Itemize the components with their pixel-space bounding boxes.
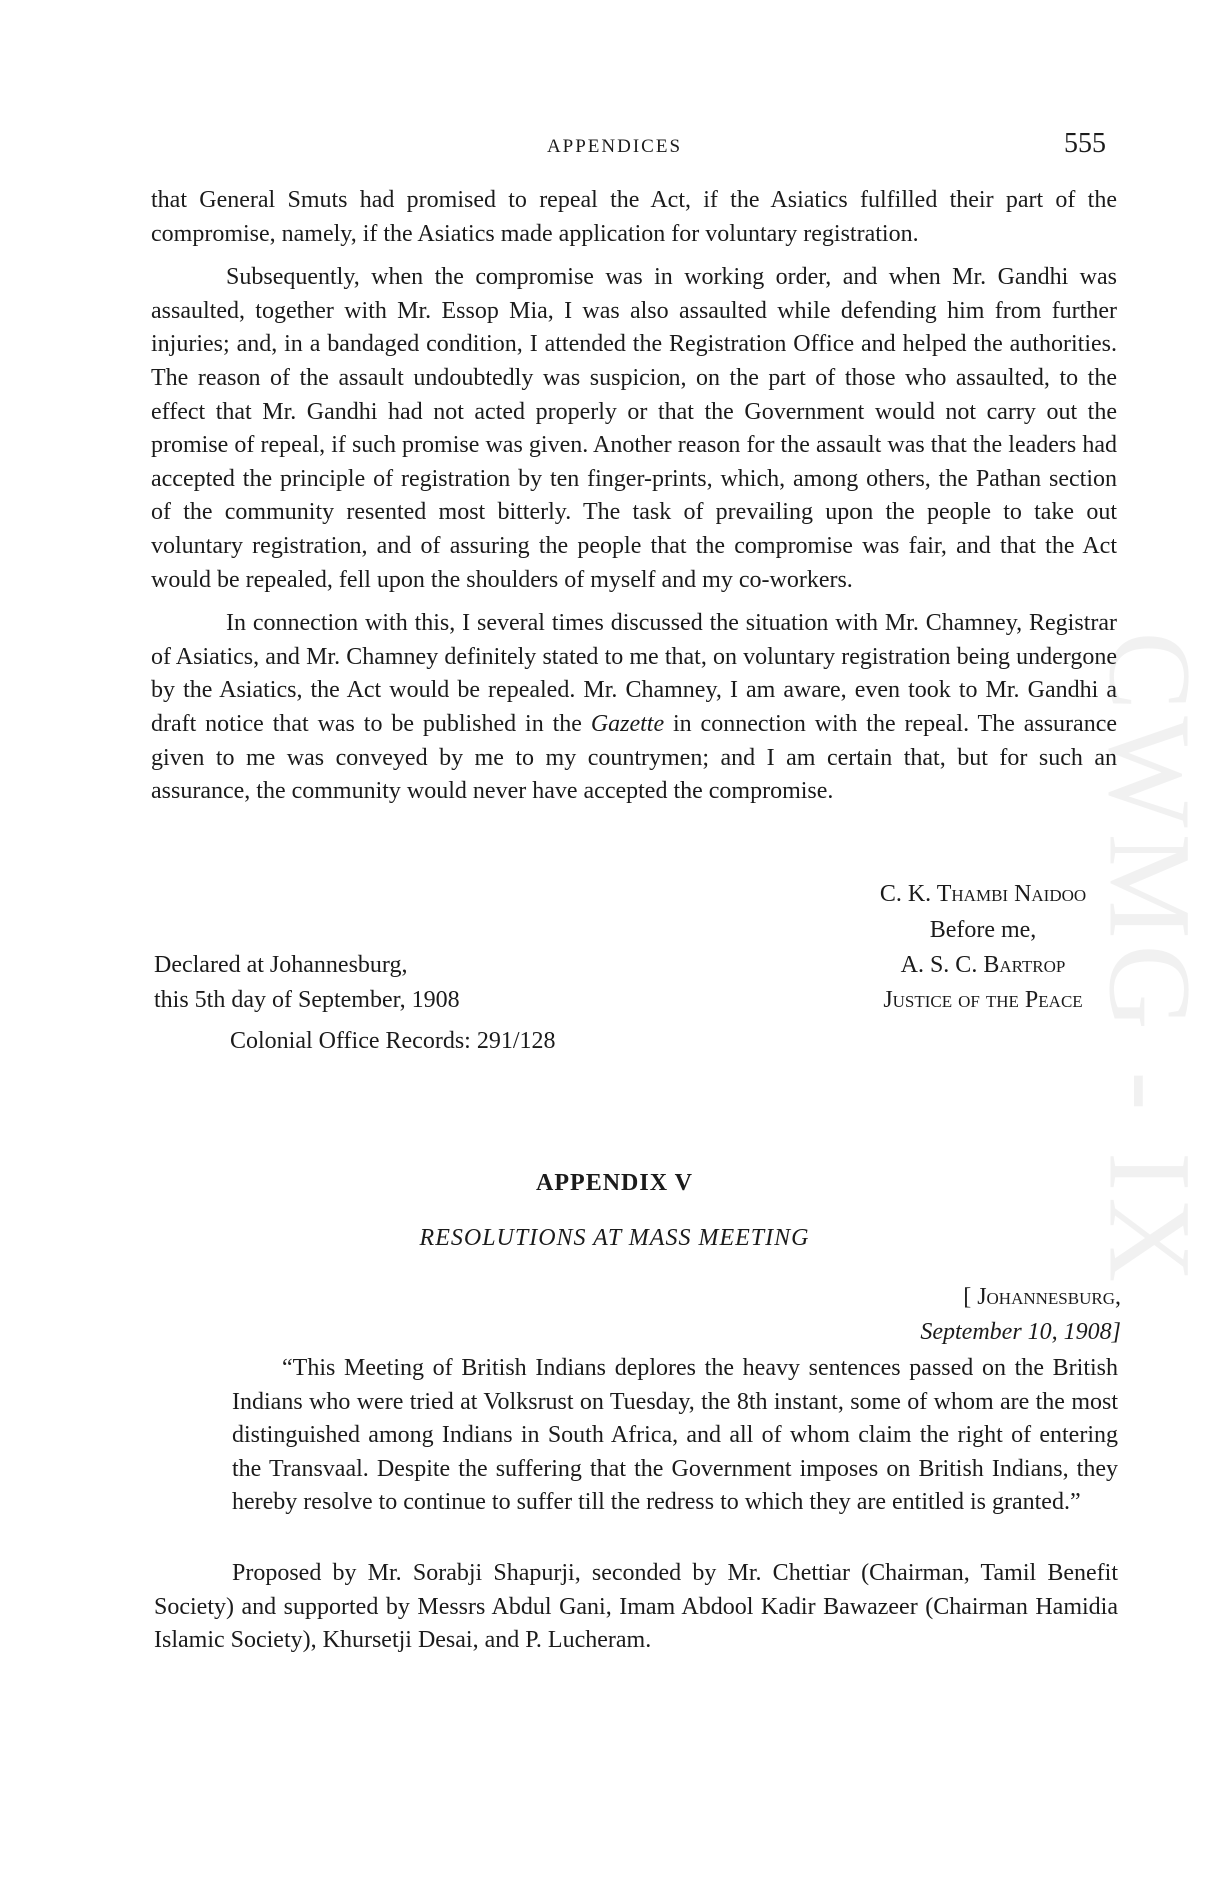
running-head: APPENDICES: [546, 136, 683, 157]
dateline: [920, 1280, 1121, 1350]
declaration: [154, 948, 460, 1018]
watermark: CWMG - IX: [1085, 631, 1216, 1289]
paragraph-3-before: In connection with this, I several times discussed the situation with Mr. Chamney, Registrar of Asiatics, and Mr. Chamney definitely stated to me that, on voluntary registration being undergone by the Asiatics, the Act would be repealed. Mr. Chamney, I am aware, even took to Mr. Gandhi a draft notice that was to be published in the: [151, 610, 1117, 737]
witness-title: Justice of the Peace: [883, 987, 1083, 1013]
dateline-place: [ Johannesburg,: [963, 1284, 1121, 1310]
gazette-italic: Gazette: [590, 710, 665, 737]
resolution-text: [232, 1352, 1118, 1520]
witness-name: A. S. C. Bartrop: [900, 952, 1066, 978]
proposed-text: [154, 1557, 1118, 1658]
declared-line-2: this 5th day of September, 1908: [154, 987, 460, 1013]
source-records: Colonial Office Records: 291/128: [230, 1028, 556, 1054]
dateline-date: September 10, 1908]: [920, 1319, 1121, 1345]
paragraph-2: Subsequently, when the compromise was in working order, and when Mr. Gandhi was assaulted, together with Mr. Essop Mia, I was also assaulted while defending him from further injuries; and, in a bandaged condition, I attended the Registration Office and helped the authorities. The reason of the assault undoubtedly was suspicion, on the part of those who assaulted, to the effect that Mr. Gandhi had not acted properly or that the Government would not carry out the promise of repeal, if such promise was given. Another reason for the assault was that the leaders had accepted the principle of registration by ten finger-prints, which, among others, the Pathan section of the community resented most bitterly. The task of prevailing upon the people to take out voluntary registration, and of assuring the people that the compromise was fair, and that the Act would be repealed, fell upon the shoulders of myself and my co-workers.: [151, 264, 1117, 593]
paragraph-1: that General Smuts had promised to repeal the Act, if the Asiatics fulfilled their part of the compromise, namely, if the Asiatics made application for voluntary registration.: [151, 187, 1117, 247]
body-text: [151, 184, 1117, 809]
proposed-paragraph: Proposed by Mr. Sorabji Shapurji, seconded by Mr. Chettiar (Chairman, Tamil Benefit Society) and supported by Messrs Abdul Gani, Imam Abdool Kadir Bawazeer (Chairman Hamidia Islamic Society), Khursetji Desai, and P. Lucheram.: [154, 1560, 1118, 1654]
paragraph-3: [151, 607, 1117, 809]
appendix-subtitle: RESOLUTIONS AT MASS MEETING: [419, 1225, 810, 1251]
appendix-title: APPENDIX V: [536, 1170, 693, 1196]
paragraph-3-after: in connection with the repeal. The assurance given to me was conveyed by me to my countrymen; and I am certain that, but for such an assurance, the community would never have accepted the compromise.: [151, 710, 1118, 805]
page-number: 555: [1064, 128, 1106, 159]
before-me: Before me,: [929, 917, 1037, 943]
signature-block: [840, 877, 1126, 1018]
declared-line-1: Declared at Johannesburg,: [154, 952, 408, 978]
resolution-paragraph: “This Meeting of British Indians deplores the heavy sentences passed on the British Indians who were tried at Volksrust on Tuesday, the 8th instant, some of whom are the most distinguished among Indians in South Africa, and all of whom claim the right of entering the Transvaal. Despite the suffering that the Government imposes on British Indians, they hereby resolve to continue to suffer till the redress to which they are entitled is granted.”: [232, 1355, 1118, 1516]
signatory-name: C. K. Thambi Naidoo: [879, 881, 1087, 907]
